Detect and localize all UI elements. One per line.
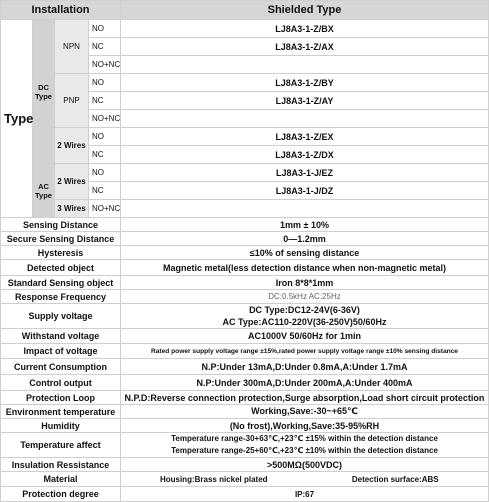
spec-row bbox=[1, 458, 489, 472]
spec-value: AC1000V 50/60Hz for 1min bbox=[121, 329, 489, 344]
model-cell: LJ8A3-1-Z/EX bbox=[121, 128, 489, 146]
spec-row bbox=[1, 276, 489, 290]
header-shielded-type: Shielded Type bbox=[121, 1, 489, 20]
model-cell: LJ8A3-1-Z/AY bbox=[121, 92, 489, 110]
ac-3wires-label: 3 Wires bbox=[55, 200, 89, 218]
spec-value: N.P:Under 300mA,D:Under 200mA,A:Under 400mA bbox=[121, 375, 489, 391]
spec-value-left: Housing:Brass nickel plated bbox=[159, 474, 268, 484]
spec-value bbox=[121, 433, 489, 458]
spec-value: (No frost),Working,Save:35-95%RH bbox=[121, 419, 489, 433]
model-cell bbox=[121, 200, 489, 218]
spec-row bbox=[1, 375, 489, 391]
spec-value bbox=[121, 472, 489, 487]
spec-row bbox=[1, 304, 489, 329]
header-row bbox=[1, 1, 489, 20]
dc-2wires-label: 2 Wires bbox=[55, 128, 89, 164]
spec-label: Protection degree bbox=[1, 487, 121, 502]
spec-value: IP:67 bbox=[121, 487, 489, 502]
spec-value: 0—1.2mm bbox=[121, 232, 489, 246]
spec-value-right: Detection surface:ABS bbox=[351, 474, 439, 484]
model-cell: LJ8A3-1-Z/BX bbox=[121, 20, 489, 38]
spec-label: Material bbox=[1, 472, 121, 487]
spec-row bbox=[1, 344, 489, 359]
spec-value-line: Temperature range-30+63℃,+23℃ ±15% within the detection distance bbox=[171, 434, 438, 443]
spec-value: >500MΩ(500VDC) bbox=[121, 458, 489, 472]
type-row bbox=[1, 200, 489, 218]
spec-value: Working,Save:-30~+65℃ bbox=[121, 405, 489, 419]
spec-label: Temperature affect bbox=[1, 433, 121, 458]
wiring-cell: NC bbox=[89, 92, 121, 110]
type-row bbox=[1, 74, 489, 92]
wiring-cell: NO+NC bbox=[89, 200, 121, 218]
ac-2wires-label: 2 Wires bbox=[55, 164, 89, 200]
spec-row bbox=[1, 433, 489, 458]
spec-label: Detected object bbox=[1, 260, 121, 276]
spec-row bbox=[1, 487, 489, 502]
spec-label: Withstand voltage bbox=[1, 329, 121, 344]
model-cell: LJ8A3-1-Z/DX bbox=[121, 146, 489, 164]
spec-value: Rated power supply voltage range ±15%,rated power supply voltage range ±10% sensing distance bbox=[121, 344, 489, 359]
spec-value: N.P.D:Reverse connection protection,Surge absorption,Load short circuit protection bbox=[121, 391, 489, 405]
model-cell: LJ8A3-1-J/DZ bbox=[121, 182, 489, 200]
spec-row bbox=[1, 391, 489, 405]
wiring-cell: NO bbox=[89, 20, 121, 38]
type-label: Type bbox=[1, 20, 33, 218]
spec-value-line: AC Type:AC110-220V(36-250V)50/60Hz bbox=[222, 317, 387, 327]
spec-label: Environment temperature bbox=[1, 405, 121, 419]
spec-label: Impact of voltage bbox=[1, 344, 121, 359]
spec-row bbox=[1, 260, 489, 276]
spec-label: Response Frequency bbox=[1, 290, 121, 304]
spec-label: Sensing Distance bbox=[1, 218, 121, 232]
wiring-cell: NO+NC bbox=[89, 110, 121, 128]
spec-row bbox=[1, 290, 489, 304]
wiring-cell: NO+NC bbox=[89, 56, 121, 74]
model-cell: LJ8A3-1-Z/BY bbox=[121, 74, 489, 92]
spec-label: Hysteresis bbox=[1, 246, 121, 260]
wiring-cell: NO bbox=[89, 164, 121, 182]
type-row bbox=[1, 128, 489, 146]
spec-value: DC:0.5kHz AC:25Hz bbox=[121, 290, 489, 304]
spec-value-line: DC Type:DC12-24V(6-36V) bbox=[249, 305, 360, 315]
spec-value: 1mm ± 10% bbox=[121, 218, 489, 232]
spec-value: Iron 8*8*1mm bbox=[121, 276, 489, 290]
spec-row bbox=[1, 359, 489, 375]
model-cell bbox=[121, 110, 489, 128]
spec-label: Control output bbox=[1, 375, 121, 391]
wiring-cell: NO bbox=[89, 128, 121, 146]
spec-row bbox=[1, 405, 489, 419]
spec-row bbox=[1, 472, 489, 487]
spec-row bbox=[1, 329, 489, 344]
spec-label: Supply voltage bbox=[1, 304, 121, 329]
ac-type-group: AC Type bbox=[33, 164, 55, 218]
header-installation: Installation bbox=[1, 1, 121, 20]
wiring-cell: NO bbox=[89, 74, 121, 92]
pnp-label: PNP bbox=[55, 74, 89, 128]
spec-label: Humidity bbox=[1, 419, 121, 433]
spec-row bbox=[1, 419, 489, 433]
spec-value: ≤10% of sensing distance bbox=[121, 246, 489, 260]
dc-type-group: DC Type bbox=[33, 20, 55, 164]
wiring-cell: NC bbox=[89, 38, 121, 56]
spec-row bbox=[1, 246, 489, 260]
wiring-cell: NC bbox=[89, 182, 121, 200]
model-cell: LJ8A3-1-Z/AX bbox=[121, 38, 489, 56]
wiring-cell: NC bbox=[89, 146, 121, 164]
spec-label: Insulation Ressistance bbox=[1, 458, 121, 472]
spec-label: Protection Loop bbox=[1, 391, 121, 405]
spec-row bbox=[1, 218, 489, 232]
spec-value-line: Temperature range-25+60℃,+23℃ ±10% within the detection distance bbox=[171, 446, 438, 455]
spec-label: Standard Sensing object bbox=[1, 276, 121, 290]
model-cell bbox=[121, 56, 489, 74]
npn-label: NPN bbox=[55, 20, 89, 74]
spec-value bbox=[121, 304, 489, 329]
type-row bbox=[1, 164, 489, 182]
spec-value: Magnetic metal(less detection distance when non-magnetic metal) bbox=[121, 260, 489, 276]
spec-row bbox=[1, 232, 489, 246]
model-cell: LJ8A3-1-J/EZ bbox=[121, 164, 489, 182]
spec-label: Secure Sensing Distance bbox=[1, 232, 121, 246]
spec-label: Current Consumption bbox=[1, 359, 121, 375]
spec-value: N.P:Under 13mA,D:Under 0.8mA,A:Under 1.7mA bbox=[121, 359, 489, 375]
type-row bbox=[1, 20, 489, 38]
